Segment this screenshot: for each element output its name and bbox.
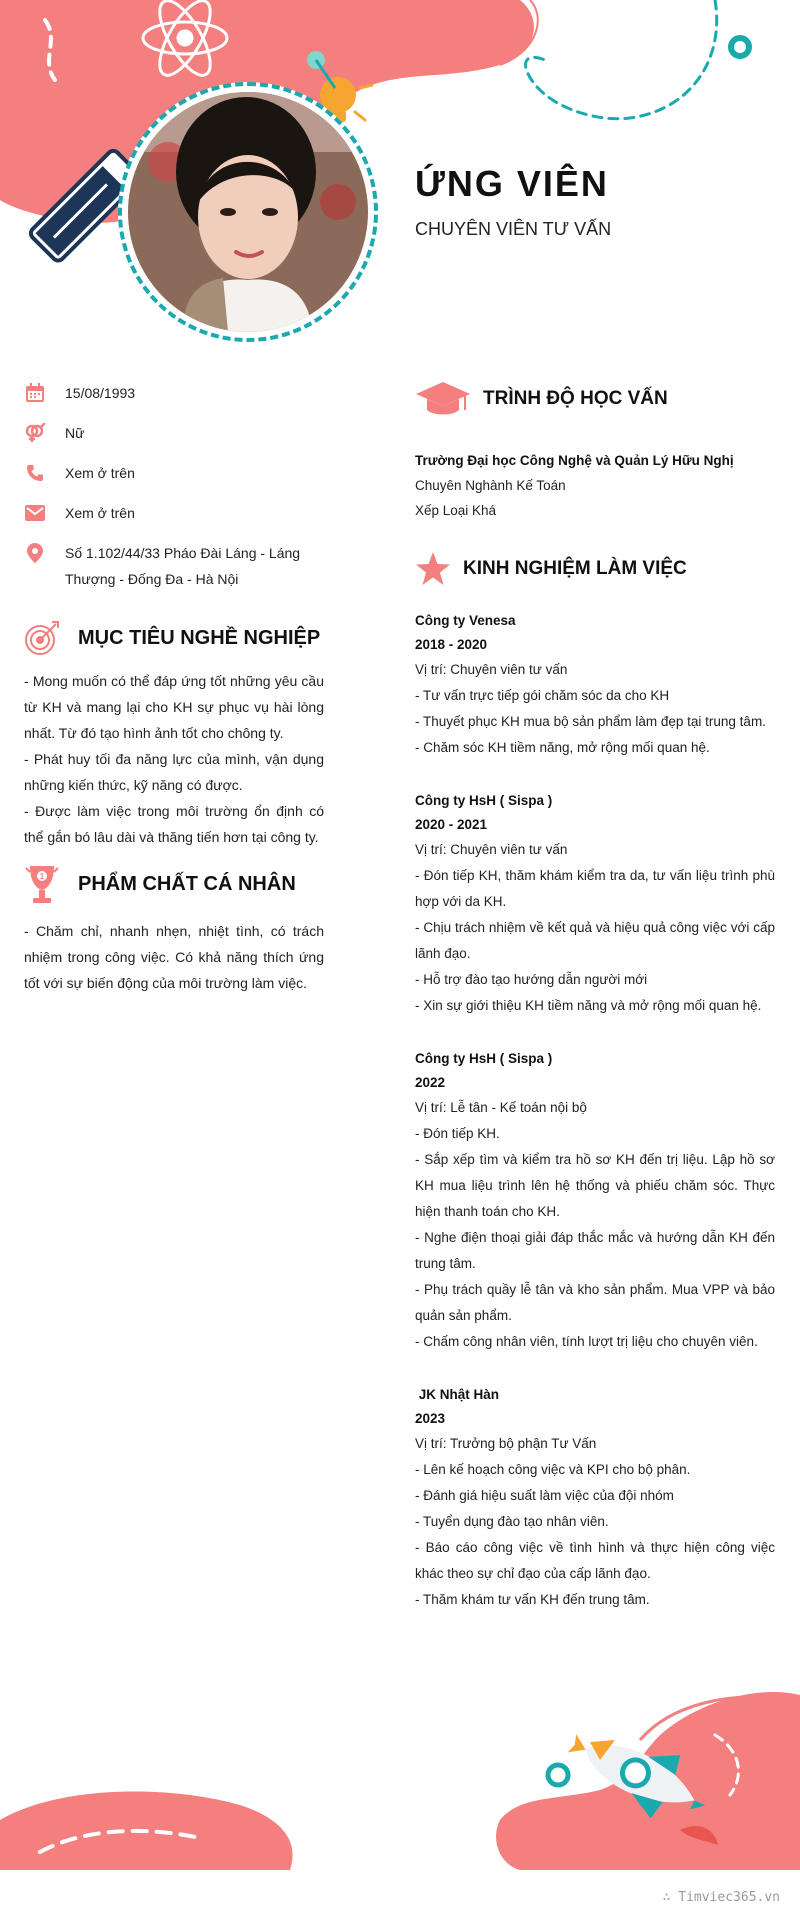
job-period: 2022 [415, 1075, 446, 1090]
job-company: JK Nhật Hàn [415, 1387, 500, 1402]
job-line: - Tư vấn trực tiếp gói chăm sóc da cho KH [415, 688, 670, 703]
job-line: - Chấm công nhân viên, tính lượt trị liệu cho chuyên viên. [415, 1334, 758, 1349]
target-icon [24, 620, 60, 656]
job-company: Công ty HsH ( Sispa ) [415, 1051, 553, 1066]
svg-text:1: 1 [39, 872, 45, 881]
graduation-cap-icon [415, 380, 471, 418]
trophy-icon [24, 862, 60, 906]
job-line: Vị trí: Lễ tân - Kế toán nội bộ [415, 1100, 587, 1115]
job-company: Công ty HsH ( Sispa ) [415, 793, 553, 808]
job-line: - Sắp xếp tìm và kiểm tra hồ sơ KH đến trị liệu. Lập hồ sơ KH mua liệu trình lên hệ thống và phiếu chăm sóc. Thực hiện thanh toán cho KH. [415, 1152, 775, 1219]
location-pin-icon [24, 542, 46, 564]
job-line: - Phụ trách quầy lễ tân và kho sản phẩm. Mua VPP và bảo quản sản phẩm. [415, 1282, 775, 1323]
info-phone [24, 462, 324, 486]
job-line: Vị trí: Trưởng bộ phận Tư Vấn [415, 1436, 597, 1451]
job-period: 2020 - 2021 [415, 817, 488, 832]
job-entry [415, 609, 775, 761]
job-line: - Báo cáo công việc về tình hình và thực hiện công việc khác theo sự chỉ đạo của cấp lãnh đạo. [415, 1540, 775, 1581]
education-grade: Xếp Loại Khá [415, 503, 497, 518]
job-line: - Chịu trách nhiệm về kết quả và hiệu quả công việc với cấp lãnh đạo. [415, 920, 775, 961]
phone-icon [24, 462, 46, 484]
career-goal-title: MỤC TIÊU NGHỀ NGHIỆP [78, 626, 321, 649]
right-column [415, 380, 775, 1641]
watermark-text: Timviec365.vn [678, 1890, 780, 1905]
gender-value: Nữ [65, 425, 85, 441]
teal-ring-bottom [548, 1765, 568, 1785]
teal-ring [731, 38, 749, 56]
phone-value: Xem ở trên [65, 465, 135, 481]
job-period: 2018 - 2020 [415, 637, 488, 652]
job-line: - Đón tiếp KH, thăm khám kiểm tra da, tư vấn liệu trình phù hợp với da KH. [415, 868, 775, 909]
job-entry [415, 789, 775, 1019]
job-line: - Đánh giá hiệu suất làm việc của đội nhóm [415, 1488, 674, 1503]
left-column [24, 382, 324, 996]
job-line: - Nghe điện thoại giải đáp thắc mắc và hướng dẫn KH đến trung tâm. [415, 1230, 775, 1271]
job-line: - Đón tiếp KH. [415, 1126, 500, 1141]
experience-title: KINH NGHIỆM LÀM VIỆC [463, 558, 687, 579]
profile-photo [128, 92, 368, 332]
career-goal-line: - Được làm việc trong môi trường ổn định có thể gắn bó lâu dài và thăng tiến hơn tại công ty. [24, 803, 324, 845]
job-line: - Tuyển dụng đào tạo nhân viên. [415, 1514, 609, 1529]
experience-heading [415, 551, 775, 587]
address-value: Số 1.102/44/33 Pháo Đài Láng - Láng Thượng - Đống Đa - Hà Nội [65, 545, 301, 587]
career-goal-heading [24, 620, 324, 656]
info-email [24, 502, 324, 526]
footer-decoration [0, 1680, 800, 1907]
job-entry [415, 1383, 775, 1613]
personal-qualities-title: PHẨM CHẤT CÁ NHÂN [78, 872, 296, 895]
dashed-curve-top-right [526, 0, 717, 119]
job-line: Vị trí: Chuyên viên tư vấn [415, 662, 568, 677]
job-line: - Thăm khám tư vấn KH đến trung tâm. [415, 1592, 650, 1607]
career-goal-line: - Phát huy tối đa năng lực của mình, vận dụng những kiến thức, kỹ năng có được. [24, 751, 324, 793]
email-icon [24, 502, 46, 524]
job-line: - Hỗ trợ đào tạo hướng dẫn người mới [415, 972, 648, 987]
education-school: Trường Đại học Công Nghệ và Quản Lý Hữu Nghị [415, 453, 734, 468]
job-entry [415, 1047, 775, 1355]
job-company: Công ty Venesa [415, 613, 516, 628]
info-address [24, 542, 324, 592]
birthdate-value: 15/08/1993 [65, 385, 136, 401]
profile-photo-frame [118, 82, 378, 342]
email-value: Xem ở trên [65, 505, 135, 521]
career-goal-line: - Mong muốn có thể đáp ứng tốt những yêu cầu từ KH và mang lại cho KH sự phục vụ hài lòng nhất. Từ đó tạo hình ảnh tốt cho chông ty. [24, 673, 324, 741]
education-major: Chuyên Nghành Kế Toán [415, 478, 566, 493]
job-line: - Chăm sóc KH tiềm năng, mở rộng mối quan hệ. [415, 740, 710, 755]
calendar-icon [24, 382, 46, 404]
job-period: 2023 [415, 1411, 446, 1426]
star-icon [415, 551, 451, 587]
personal-qualities-heading [24, 862, 324, 906]
gender-icon [24, 422, 46, 444]
job-line: - Lên kế hoạch công việc và KPI cho bộ phân. [415, 1462, 691, 1477]
candidate-position: CHUYÊN VIÊN TƯ VẤN [415, 219, 612, 239]
info-birthdate [24, 382, 324, 406]
job-line: Vị trí: Chuyên viên tư vấn [415, 842, 568, 857]
education-title: TRÌNH ĐỘ HỌC VẤN [483, 388, 668, 409]
job-line: - Thuyết phục KH mua bộ sản phẩm làm đẹp tại trung tâm. [415, 714, 766, 729]
education-heading [415, 380, 775, 418]
job-line: - Xin sự giới thiệu KH tiềm năng và mở rộng mối quan hệ. [415, 998, 762, 1013]
personal-qualities-text: - Chăm chỉ, nhanh nhẹn, nhiệt tình, có trách nhiệm trong công việc. Có khả năng thích ứng tốt với sự biến động của môi trường làm việc. [24, 923, 324, 991]
info-gender [24, 422, 324, 446]
candidate-name: ỨNG VIÊN [415, 163, 609, 204]
watermark [663, 1890, 780, 1905]
watermark-icon: ∴ [662, 1890, 679, 1905]
